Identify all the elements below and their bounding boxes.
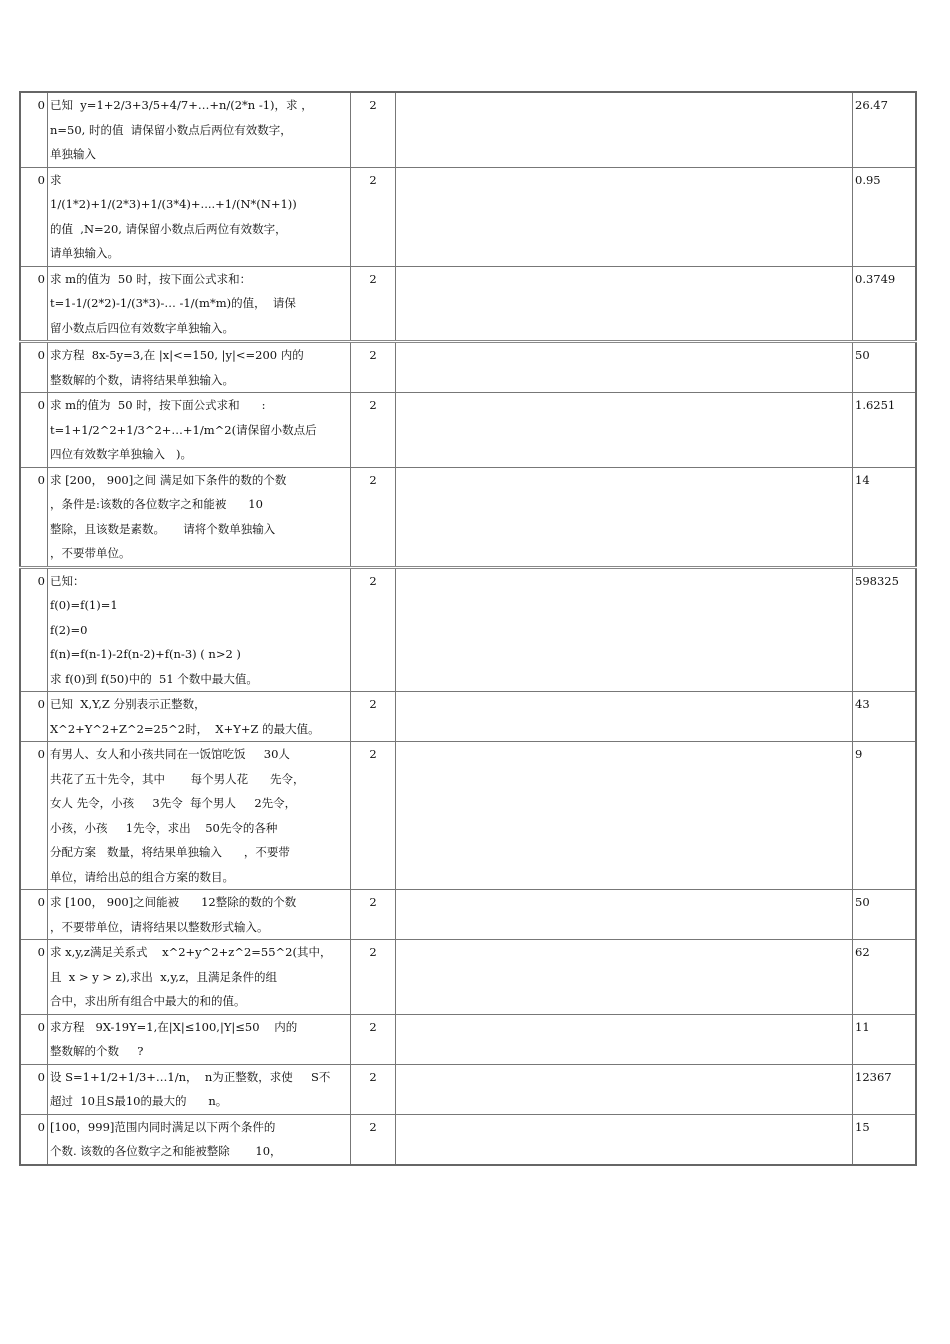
row-index: 0 [20, 167, 48, 266]
row-index: 0 [20, 266, 48, 342]
question-line: 求 [100， 900]之间能被 12整除的数的个数 [50, 895, 297, 909]
score-cell: 2 [351, 692, 396, 742]
question-line: 整数解的个数，请将结果单独输入。 [50, 372, 234, 387]
question-table [19, 91, 917, 1166]
score-cell: 2 [351, 890, 396, 940]
work-cell [396, 393, 853, 468]
answer-cell: 598325 [853, 567, 917, 692]
question-line: t=1+1/2^2+1/3^2+…+1/m^2(请保留小数点后 [50, 422, 317, 437]
answer-cell: 50 [853, 890, 917, 940]
score-cell: 2 [351, 92, 396, 167]
question-line: 的值 ,N=20, 请保留小数点后两位有效数字， [50, 221, 287, 236]
question-line: 共花了五十先令，其中 每个男人花 先令， [50, 771, 305, 786]
table-row [20, 167, 916, 266]
table-row [20, 692, 916, 742]
question-line: 单位，请给出总的组合方案的数目。 [50, 869, 234, 884]
table-row [20, 342, 916, 393]
score-cell: 2 [351, 940, 396, 1015]
table-row [20, 1114, 916, 1165]
answer-cell: 9 [853, 742, 917, 890]
question-cell [48, 742, 351, 890]
work-cell [396, 742, 853, 890]
work-cell [396, 1064, 853, 1114]
row-index: 0 [20, 342, 48, 393]
row-index: 0 [20, 890, 48, 940]
question-line: 请单独输入。 [50, 246, 119, 260]
question-line: 已知 y=1+2/3+3/5+4/7+…+n/(2*n -1)，求 ， [50, 98, 313, 112]
table-row [20, 467, 916, 567]
answer-cell: 1.6251 [853, 393, 917, 468]
score-cell: 2 [351, 742, 396, 890]
score-cell: 2 [351, 167, 396, 266]
question-line: 求 m的值为 50 时，按下面公式求和： [50, 271, 252, 286]
question-line: n=50, 时的值 请保留小数点后两位有效数字， [50, 122, 292, 137]
question-line: 求 [50, 172, 62, 187]
question-line: t=1-1/(2*2)-1/(3*3)-… -1/(m*m)的值， 请保 [50, 296, 296, 310]
answer-cell: 14 [853, 467, 917, 567]
score-cell: 2 [351, 266, 396, 342]
question-line: 求 f(0)到 f(50)中的 51 个数中最大值。 [50, 671, 258, 686]
answer-cell: 50 [853, 342, 917, 393]
row-index: 0 [20, 567, 48, 692]
question-line: 整除，且该数是素数。 请将个数单独输入 [50, 521, 276, 536]
question-cell [48, 467, 351, 567]
work-cell [396, 467, 853, 567]
question-line: 求 x,y,z满足关系式 x^2+y^2+z^2=55^2(其中， [50, 945, 332, 959]
work-cell [396, 1014, 853, 1064]
question-cell [48, 393, 351, 468]
question-line: ，条件是:该数的各位数字之和能被 10 [50, 497, 263, 511]
table-row [20, 742, 916, 890]
score-cell: 2 [351, 567, 396, 692]
question-table-body [20, 92, 916, 1165]
question-cell [48, 92, 351, 167]
table-row [20, 567, 916, 692]
score-cell: 2 [351, 1114, 396, 1165]
question-line: 已知： [50, 573, 85, 588]
table-row [20, 890, 916, 940]
score-cell: 2 [351, 467, 396, 567]
question-line: 求方程 9X-19Y=1,在|X|≤100,|Y|≤50 内的 [50, 1019, 298, 1034]
question-cell [48, 1114, 351, 1165]
question-line: 单独输入 [50, 147, 96, 161]
answer-cell: 15 [853, 1114, 917, 1165]
work-cell [396, 167, 853, 266]
question-line: 留小数点后四位有效数字单独输入。 [50, 320, 234, 335]
score-cell: 2 [351, 1064, 396, 1114]
question-line: 合中，求出所有组合中最大的和的值。 [50, 994, 246, 1008]
question-line: 求方程 8x-5y=3,在 |x|<=150, |y|<=200 内的 [50, 348, 304, 362]
work-cell [396, 692, 853, 742]
question-line: 1/(1*2)+1/(2*3)+1/(3*4)+....+1/(N*(N+1)) [50, 197, 297, 211]
question-line: 超过 10且S最10的最大的 n。 [50, 1094, 228, 1108]
question-line: 设 S=1+1/2+1/3+…1/n， n为正整数，求使 S不 [50, 1069, 331, 1084]
question-cell [48, 167, 351, 266]
row-index: 0 [20, 692, 48, 742]
score-cell: 2 [351, 1014, 396, 1064]
row-index: 0 [20, 467, 48, 567]
answer-cell: 0.3749 [853, 266, 917, 342]
work-cell [396, 266, 853, 342]
question-cell [48, 890, 351, 940]
question-line: 女人 先令，小孩 3先令 每个男人 2先令， [50, 796, 297, 810]
row-index: 0 [20, 1014, 48, 1064]
row-index: 0 [20, 393, 48, 468]
row-index: 0 [20, 92, 48, 167]
work-cell [396, 92, 853, 167]
question-line: 有男人、女人和小孩共同在一饭馆吃饭 30人 [50, 747, 290, 761]
question-line: 个数. 该数的各位数字之和能被整除 10， [50, 1144, 282, 1158]
score-cell: 2 [351, 393, 396, 468]
answer-cell: 0.95 [853, 167, 917, 266]
answer-cell: 62 [853, 940, 917, 1015]
table-row [20, 1014, 916, 1064]
question-line: 小孩，小孩 1先令，求出 50先令的各种 [50, 820, 278, 835]
work-cell [396, 940, 853, 1015]
answer-cell: 11 [853, 1014, 917, 1064]
question-cell [48, 567, 351, 692]
question-cell [48, 692, 351, 742]
question-cell [48, 940, 351, 1015]
work-cell [396, 1114, 853, 1165]
work-cell [396, 567, 853, 692]
row-index: 0 [20, 1064, 48, 1114]
row-index: 0 [20, 742, 48, 890]
question-cell [48, 342, 351, 393]
question-line: 已知 X,Y,Z 分别表示正整数， [50, 697, 206, 711]
question-line: 求 [200， 900]之间 满足如下条件的数的个数 [50, 472, 287, 487]
question-line: ，不要带单位。 [50, 546, 131, 560]
question-line: [100，999]范围内同时满足以下两个条件的 [50, 1119, 276, 1134]
answer-cell: 26.47 [853, 92, 917, 167]
question-line: X^2+Y^2+Z^2=25^2时， X+Y+Z 的最大值。 [50, 721, 320, 736]
table-row [20, 1064, 916, 1114]
question-line: 整数解的个数 ? [50, 1044, 144, 1058]
question-line: f(0)=f(1)=1 [50, 598, 118, 612]
table-row [20, 266, 916, 342]
work-cell [396, 342, 853, 393]
question-line: 四位有效数字单独输入 )。 [50, 447, 192, 461]
answer-cell: 12367 [853, 1064, 917, 1114]
question-line: 且 x > y > z),求出 x,y,z，且满足条件的组 [50, 969, 278, 984]
score-cell: 2 [351, 342, 396, 393]
question-line: 求 m的值为 50 时，按下面公式求和 : [50, 398, 266, 412]
answer-cell: 43 [853, 692, 917, 742]
question-cell [48, 1014, 351, 1064]
table-row [20, 92, 916, 167]
row-index: 0 [20, 940, 48, 1015]
question-cell [48, 266, 351, 342]
row-index: 0 [20, 1114, 48, 1165]
question-cell [48, 1064, 351, 1114]
table-row [20, 393, 916, 468]
question-line: f(n)=f(n-1)-2f(n-2)+f(n-3) ( n>2 ) [50, 647, 241, 661]
question-line: f(2)=0 [50, 622, 88, 637]
question-line: 分配方案 数量，将结果单独输入 ，不要带 [50, 845, 290, 859]
work-cell [396, 890, 853, 940]
table-row [20, 940, 916, 1015]
question-line: ，不要带单位，请将结果以整数形式输入。 [50, 919, 269, 934]
